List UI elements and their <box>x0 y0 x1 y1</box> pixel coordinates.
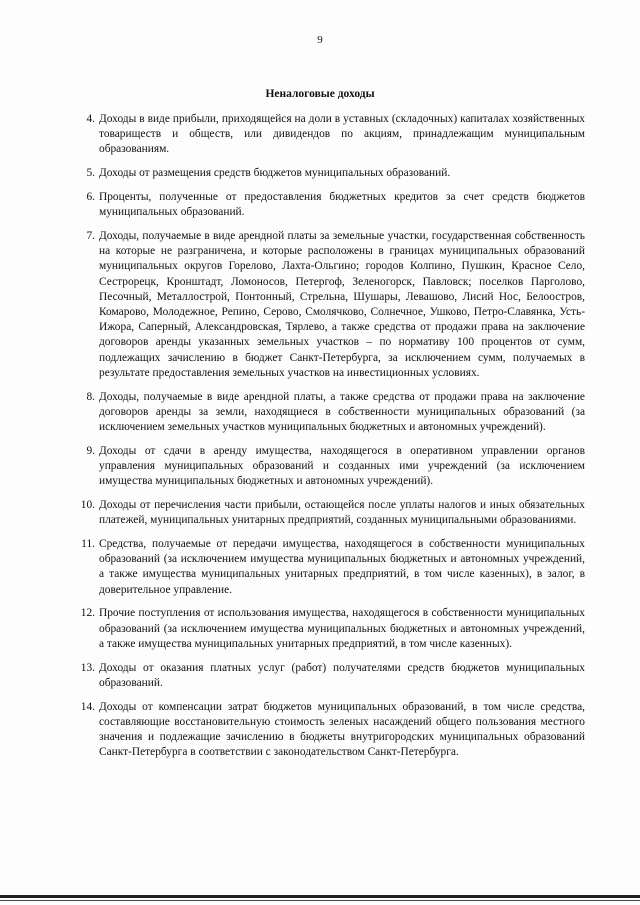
item-text: Доходы от компенсации затрат бюджетов муниципальных образований, в том числе средства, составляющие восстановительную стоимость зеленых насаждений общего пользования местного значения и подлежащие зачислению в бюджеты внутригородских муниципальных образований Санкт-Петербурга в соответствии с законодательством Санкт-Петербурга. <box>99 700 585 759</box>
item-text: Доходы в виде прибыли, приходящейся на доли в уставных (складочных) капиталах хозяйственных товариществ и обществ, или дивидендов по акциям, принадлежащим муниципальным образованиям. <box>99 113 585 156</box>
item-text: Доходы от размещения средств бюджетов муниципальных образований. <box>99 167 451 180</box>
item-text: Доходы, получаемые в виде арендной платы, а также средства от продажи права на заключение договоров аренды за земли, находящиеся в собственности муниципальных образований (за исключением земельных участков муниципальных бюджетных и автономных учреждений). <box>99 390 585 434</box>
item-number: 12. <box>80 607 95 620</box>
item-text: Доходы от оказания платных услуг (работ) получателями средств бюджетов муниципальных образований. <box>99 661 585 689</box>
item-text: Средства, получаемые от передачи имущества, находящегося в собственности муниципальных образований (за исключением имущества муниципальных бюджетных и автономных учреждений, а также имущества муниципальных унитарных предприятий, в том числе казенных), в залог, в доверительное управление. <box>99 538 585 596</box>
item-number: 9. <box>86 444 95 457</box>
item-number: 5. <box>86 167 95 180</box>
income-items-list <box>75 112 585 769</box>
list-item <box>75 498 585 528</box>
list-item <box>75 166 585 181</box>
list-item <box>75 190 585 220</box>
item-number: 14. <box>80 700 95 713</box>
item-number: 4. <box>86 113 95 125</box>
item-text: Прочие поступления от использования имущества, находящегося в собственности муниципальных образований (за исключением имущества муниципальных бюджетных и автономных учреждений, а также имущества муниципальных унитарных предприятий, в том числе казенных). <box>99 607 585 650</box>
list-item <box>75 661 585 691</box>
item-text: Доходы, получаемые в виде арендной платы за земельные участки, государственная собственность на которые не разграничена, и которые расположены в границах муниципальных образований муниципальных округов Горелово, Лахта-Ольгино; городов Колпино, Пушкин, Красное Село, Сестрорецк, Кронштадт, Ломоносов, Петергоф, Зеленогорск, Павловск; поселков Парголово, Песочный, Металлострой, Понтонный, Стрельна, Шушары, Левашово, Лисий Нос, Белоостров, Комарово, Молодежное, Репино, Серово, Смолячково, Солнечное, Ушково, Петро-Славянка, Усть-Ижора, Саперный, Александровская, Тярлево, а также средства от продажи права на заключение договоров аренды указанных земельных участков – по нормативу 100 процентов от сумм, подлежащих зачислению в бюджет Санкт-Петербурга, за исключением сумм, получаемых в результате предоставления земельных участков на инвестиционных условиях. <box>99 230 585 379</box>
item-number: 11. <box>81 538 95 551</box>
section-heading: Неналоговые доходы <box>265 88 375 100</box>
list-item <box>75 390 585 436</box>
list-item <box>75 700 585 761</box>
list-item <box>75 444 585 490</box>
item-number: 13. <box>80 661 95 674</box>
list-item <box>75 606 585 652</box>
item-number: 7. <box>86 230 95 242</box>
item-number: 6. <box>86 191 95 203</box>
item-number: 8. <box>86 390 95 403</box>
list-item <box>75 537 585 598</box>
item-text: Доходы от сдачи в аренду имущества, находящегося в оперативном управлении органов управления муниципальных образований и созданных ими учреждений (за исключением имущества муниципальных бюджетных и автономных учреждений). <box>99 444 585 488</box>
bottom-rule <box>0 895 640 898</box>
page-number: 9 <box>317 34 323 46</box>
item-text: Доходы от перечисления части прибыли, остающейся после уплаты налогов и иных обязательных платежей, муниципальных унитарных предприятий, созданных муниципальными образованиями. <box>99 499 585 527</box>
item-text: Проценты, полученные от предоставления бюджетных кредитов за счет средств бюджетов муниципальных образований. <box>99 191 585 219</box>
bottom-rule-thin <box>0 900 640 901</box>
item-number: 10. <box>80 499 95 512</box>
list-item <box>75 112 585 158</box>
list-item <box>75 229 585 381</box>
